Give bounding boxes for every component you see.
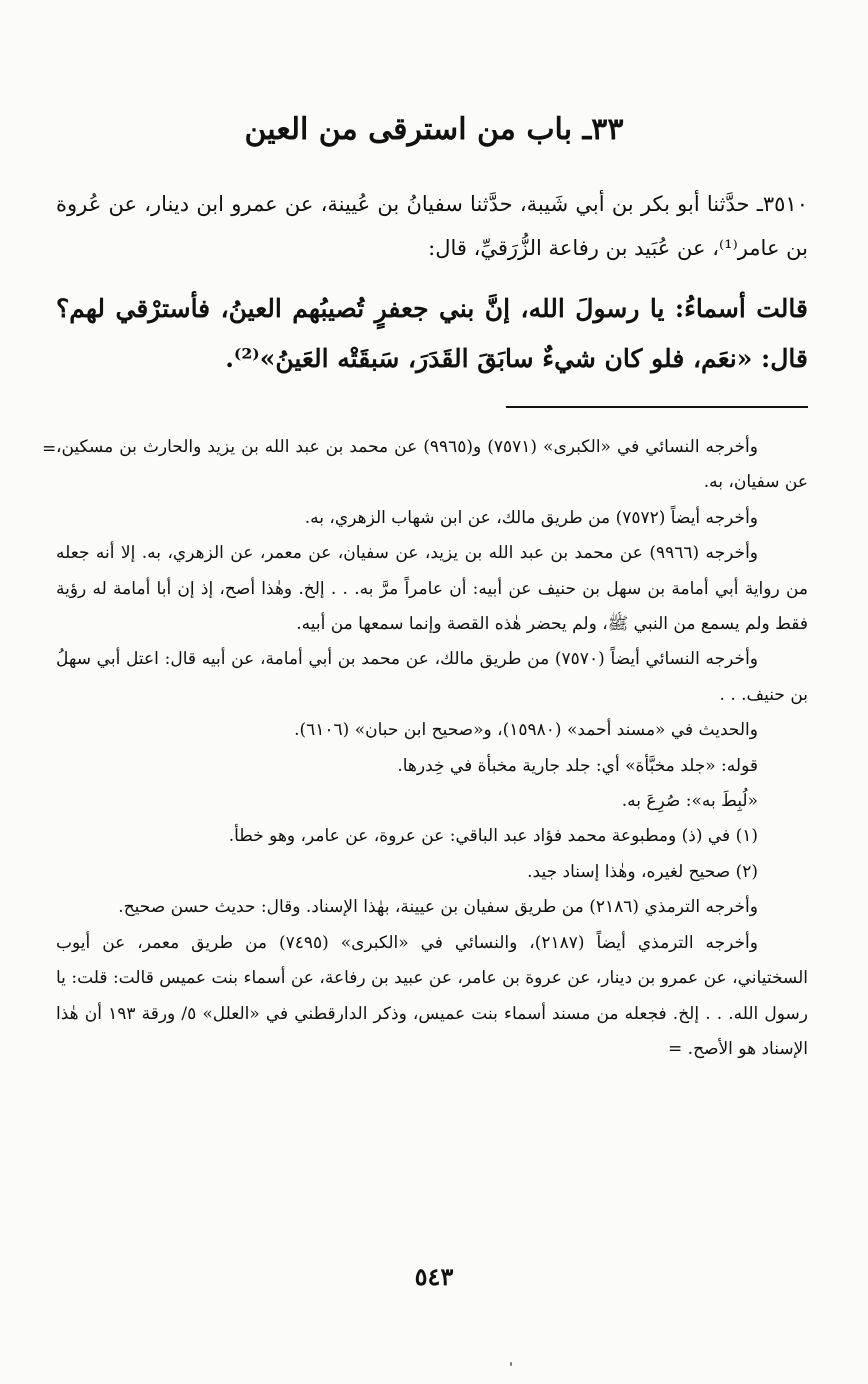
footnote-paragraph: وأخرجه (٩٩٦٦) عن محمد بن عبد الله بن يزيد، عن سفيان، عن معمر، عن الزهري، به. إلا أنه جعله من رواية أبي أمامة بن سهل بن حنيف عن أبيه: أن عامراً مرَّ به. . . إلخ. وهٰذا أصح، إذ إن أبا أمامة له رؤية فقط ولم يسمع من النبي ﷺ، ولم يحضر هٰذه القصة وإنما سمعها من أبيه. — [56, 543, 808, 635]
scan-speck — [510, 1362, 512, 1366]
main-text — [56, 182, 808, 384]
footnote-2: (٢) صحيح لغيره، وهٰذا إسناد جيد. — [527, 861, 758, 882]
footnote-1: (١) في (ذ) ومطبوعة محمد فؤاد عبد الباقي: عن عروة، عن عامر، وهو خطأ. — [228, 826, 758, 847]
footnote-paragraph: والحديث في «مسند أحمد» (١٥٩٨٠)، و«صحيح ابن حبان» (٦١٠٦). — [294, 720, 758, 741]
footnote-paragraph: قوله: «جلد مخبَّأة» أي: جلد جارية مخبأة في خِدرها. — [397, 755, 758, 776]
footnote-text: وأخرجه الترمذي أيضاً (٢١٨٧)، والنسائي في «الكبرى» (٧٤٩٥) من طريق معمر، عن أيوب السختياني، عن عمرو بن دينار، عن عروة بن عامر، عن عبيد بن رفاعة، عن أسماء بنت عميس قالت: قلت: يا رسول الله. . . إلخ. فجعله من مسند أسماء بنت عميس، وذكر الدارقطني في «العلل» ٥/ ورقة ١٩٣ أن هٰذا الإسناد هو الأصح. — [56, 932, 808, 1059]
footnote-paragraph: «لُبِطَ به»: صُرِعَ به. — [621, 791, 758, 812]
page-number: ٥٤٣ — [414, 1262, 454, 1291]
chapter-title: ٣٣ـ باب من استرقى من العين — [244, 112, 624, 147]
hadith-isnad: ٣٥١٠ـ حدَّثنا أبو بكر بن أبي شَيبة، حدَّثنا سفيانُ بن عُيينة، عن عمرو ابن دينار، عن عُروة بن عامر⁽¹⁾، عن عُبَيد بن رفاعة الزُّرَقيِّ، قال: — [56, 192, 808, 260]
footnote-paragraph: وأخرجه الترمذي (٢١٨٦) من طريق سفيان بن عيينة، بهٰذا الإسناد. وقال: حديث حسن صحيح. — [118, 897, 758, 918]
footnote-separator — [506, 406, 808, 408]
footnotes — [42, 430, 808, 1067]
footnote-paragraph: وأخرجه أيضاً (٧٥٧٢) من طريق مالك، عن ابن شهاب الزهري، به. — [304, 507, 758, 528]
hadith-matn: قالت أسماءُ: يا رسولَ الله، إنَّ بني جعفرٍ تُصيبُهم العينُ، فأسترْقي لهم؟ قال: «نعَم، فلو كان شيءٌ سابَقَ القَدَرَ، سَبقَتْه العَينُ»⁽²⁾. — [56, 294, 808, 373]
footnote-paragraph: وأخرجه النسائي أيضاً (٧٥٧٠) من طريق مالك، عن محمد بن أبي أمامة، عن أبيه قال: اعتل أبي سهلُ بن حنيف. . . — [56, 649, 808, 705]
continuation-mark: = — [42, 439, 57, 459]
continuation-mark-end: = — [668, 1038, 683, 1059]
footnote-paragraph: وأخرجه النسائي في «الكبرى» (٧٥٧١) و(٩٩٦٥) عن محمد بن عبد الله بن يزيد والحارث بن مسكين، عن سفيان، به. — [56, 437, 808, 493]
footnote-paragraph — [56, 926, 808, 1068]
